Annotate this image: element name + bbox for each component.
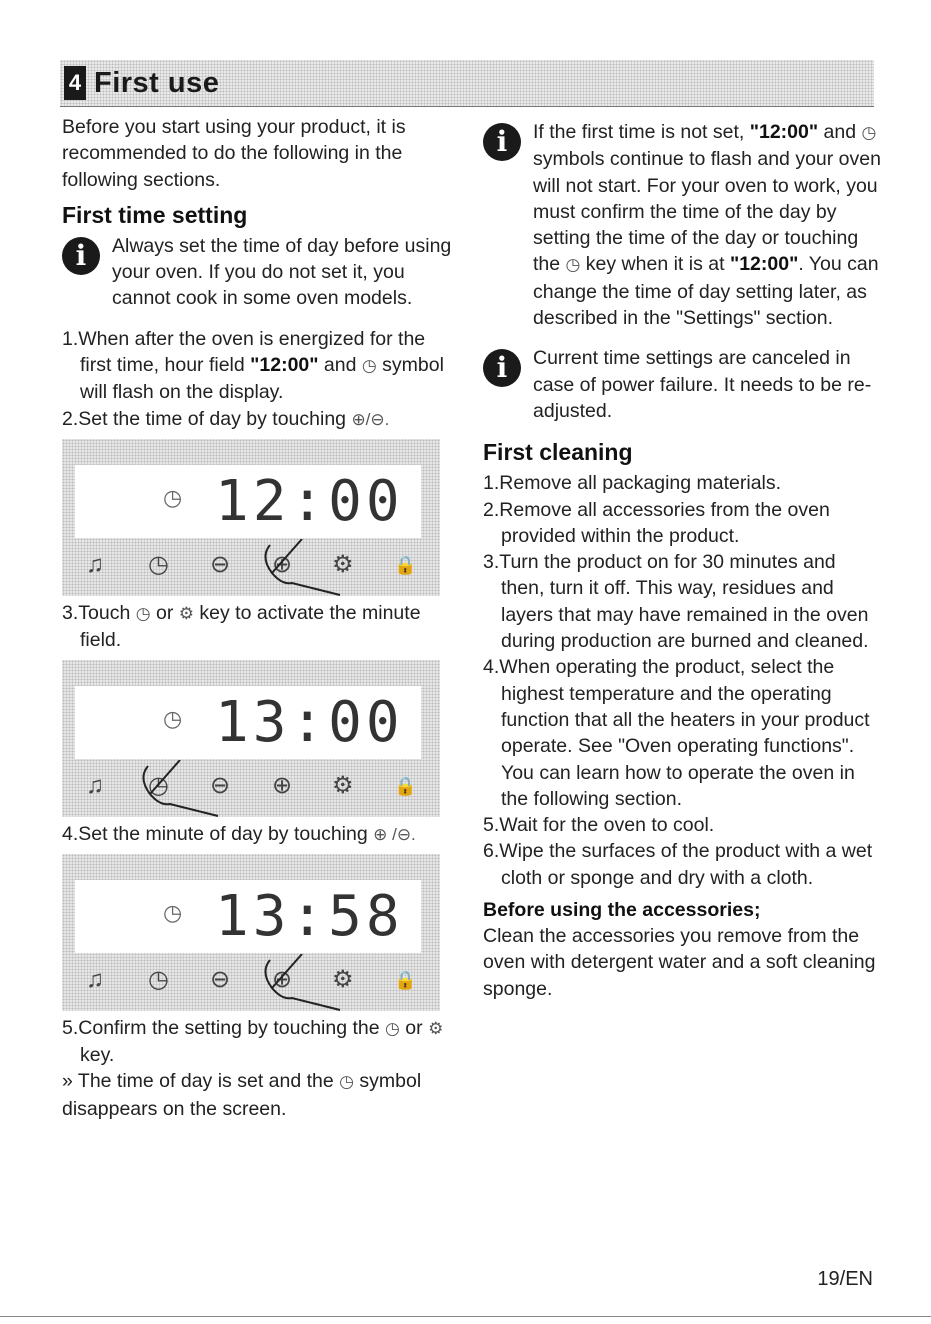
minus-icon[interactable]: ⊖ — [210, 771, 231, 799]
bell-icon[interactable]: ♫ — [86, 550, 104, 578]
step-5-text: 5.Confirm the setting by touching the — [62, 1016, 386, 1039]
section-header — [60, 60, 874, 107]
page-number: 19/EN — [817, 1268, 873, 1290]
step-5-or: or — [399, 1016, 429, 1039]
cleaning-step: 6.Wipe the surfaces of the product with a wet cloth or sponge and dry with a cloth. — [483, 840, 873, 889]
control-panel-3 — [62, 854, 440, 1011]
time-display: 13:00 — [215, 689, 404, 755]
key-row — [62, 965, 440, 997]
gear-icon[interactable]: ⚙ — [332, 550, 354, 578]
finger-icon — [262, 539, 342, 599]
control-panel-1 — [62, 439, 440, 596]
result-text — [62, 1068, 452, 1122]
time-display: 13:58 — [215, 883, 404, 949]
setting-steps-continued — [62, 600, 452, 654]
right-column — [483, 119, 883, 1002]
plus-minus-icon: ⊕ /⊖. — [373, 824, 416, 844]
display-screen — [75, 686, 421, 759]
plus-minus-icon: ⊕/⊖. — [351, 409, 390, 429]
clock-icon[interactable]: ◷ — [148, 550, 169, 578]
intro-text: Before you start using your product, it is recommended to do the following in the following sections. — [62, 116, 406, 191]
step-1-end: symbol will flash on the display. — [80, 354, 444, 404]
setting-steps-continued-2 — [62, 821, 452, 848]
clock-icon: ◷ — [565, 255, 581, 275]
step-4-text: 4.Set the minute of day by touching — [62, 822, 374, 845]
step-5-end: key. — [80, 1044, 115, 1067]
cleaning-step: 1.Remove all packaging materials. — [483, 472, 782, 495]
display-screen — [75, 465, 421, 538]
lock-icon[interactable]: 🔒 — [394, 554, 417, 575]
plus-icon[interactable]: ⊕ — [272, 965, 293, 993]
step-1-time: "12:00" — [250, 354, 319, 377]
left-column — [62, 114, 452, 1122]
cleaning-step: 3.Turn the product on for 30 minutes and then, turn it off. This way, residues and layers that may have remained in the oven during production are burned and cleaned. — [483, 551, 869, 653]
note2-text: Current time settings are canceled in case of power failure. It needs to be re-adjusted. — [533, 347, 872, 422]
control-panel-2 — [62, 660, 440, 817]
cleaning-step: 5.Wait for the oven to cool. — [483, 814, 715, 837]
step-2-text: 2.Set the time of day by touching — [62, 407, 352, 430]
gear-icon: ⚙ — [428, 1018, 444, 1038]
result-end: symbol disappears on the screen. — [62, 1070, 422, 1120]
clock-icon: ◷ — [163, 899, 183, 925]
clock-icon: ◷ — [163, 705, 183, 731]
clock-icon: ◷ — [385, 1018, 400, 1038]
finger-icon — [262, 954, 342, 1014]
plus-icon[interactable]: ⊕ — [272, 771, 293, 799]
minus-icon[interactable]: ⊖ — [210, 965, 231, 993]
step-3-end: key to activate the minute field. — [80, 601, 421, 652]
section-title: First use — [94, 67, 220, 99]
note1-mid: symbols continue to flash and your oven will not start. For your oven to work, you must confirm the time of the day by setting the time of the day or touching the — [533, 148, 881, 276]
info-icon: i — [483, 123, 521, 161]
key-row — [62, 771, 440, 803]
step-4 — [62, 821, 452, 848]
first-time-setting-heading: First time setting — [62, 201, 248, 228]
accessories-heading: Before using the accessories; — [483, 899, 761, 922]
time-display: 12:00 — [215, 468, 404, 534]
result-start: » The time of day is set and the — [62, 1070, 340, 1093]
gear-icon: ⚙ — [178, 603, 194, 623]
bell-icon[interactable]: ♫ — [86, 965, 104, 993]
minus-icon[interactable]: ⊖ — [210, 550, 231, 578]
note1-end: . You can change the time of day setting later, as described in the "Settings" section. — [533, 253, 879, 330]
info-icon: i — [62, 237, 100, 275]
lock-icon[interactable]: 🔒 — [394, 969, 417, 990]
info-note-time — [483, 119, 883, 331]
note1-text: If the first time is not set, — [533, 121, 750, 143]
step-3 — [62, 600, 452, 654]
setting-steps — [62, 326, 452, 433]
section-number: 4 — [64, 66, 86, 100]
info-icon: i — [483, 349, 521, 387]
note1-and: and — [818, 121, 862, 143]
info-note-power — [483, 345, 883, 424]
key-row — [62, 550, 440, 582]
step-3-or: or — [150, 601, 179, 624]
display-screen — [75, 880, 421, 953]
clock-icon: ◷ — [339, 1072, 354, 1092]
step-1-and: and — [318, 354, 362, 377]
note1-time-2: "12:00" — [729, 253, 799, 276]
step-2 — [62, 406, 452, 433]
plus-icon[interactable]: ⊕ — [272, 550, 293, 578]
lock-icon[interactable]: 🔒 — [394, 775, 417, 796]
clock-icon[interactable]: ◷ — [148, 771, 169, 799]
gear-icon[interactable]: ⚙ — [332, 965, 354, 993]
first-cleaning-heading: First cleaning — [483, 439, 633, 466]
note1-key: key when it is at — [580, 253, 730, 276]
gear-icon[interactable]: ⚙ — [332, 771, 354, 799]
clock-icon: ◷ — [135, 603, 151, 623]
finger-icon — [140, 760, 220, 820]
step-5 — [62, 1015, 452, 1069]
info-note-text: Always set the time of day before using your oven. If you do not set it, you cannot cook in some oven models. — [112, 234, 452, 310]
clock-icon[interactable]: ◷ — [148, 965, 169, 993]
setting-steps-final — [62, 1015, 452, 1069]
step-1 — [62, 326, 452, 406]
cleaning-steps — [483, 470, 883, 891]
clock-icon: ◷ — [163, 484, 183, 510]
cleaning-step: 2.Remove all accessories from the oven provided within the product. — [483, 498, 830, 547]
clock-icon: ◷ — [861, 123, 877, 142]
note1-time: "12:00" — [749, 121, 819, 143]
step-3-text: 3.Touch — [62, 601, 136, 624]
bell-icon[interactable]: ♫ — [86, 771, 104, 799]
accessories-text: Clean the accessories you remove from the oven with detergent water and a soft cleaning sponge. — [483, 925, 876, 1000]
cleaning-step: 4.When operating the product, select the highest temperature and the operating function that all the heaters in your product operate. See "Oven operating functions". You can learn how to operate the oven in the following section. — [483, 656, 870, 810]
bottom-divider — [0, 1316, 931, 1317]
step-1-text: 1.When after the oven is energized for the first time, hour field — [62, 327, 426, 377]
clock-icon: ◷ — [361, 356, 377, 376]
info-note — [62, 233, 452, 312]
